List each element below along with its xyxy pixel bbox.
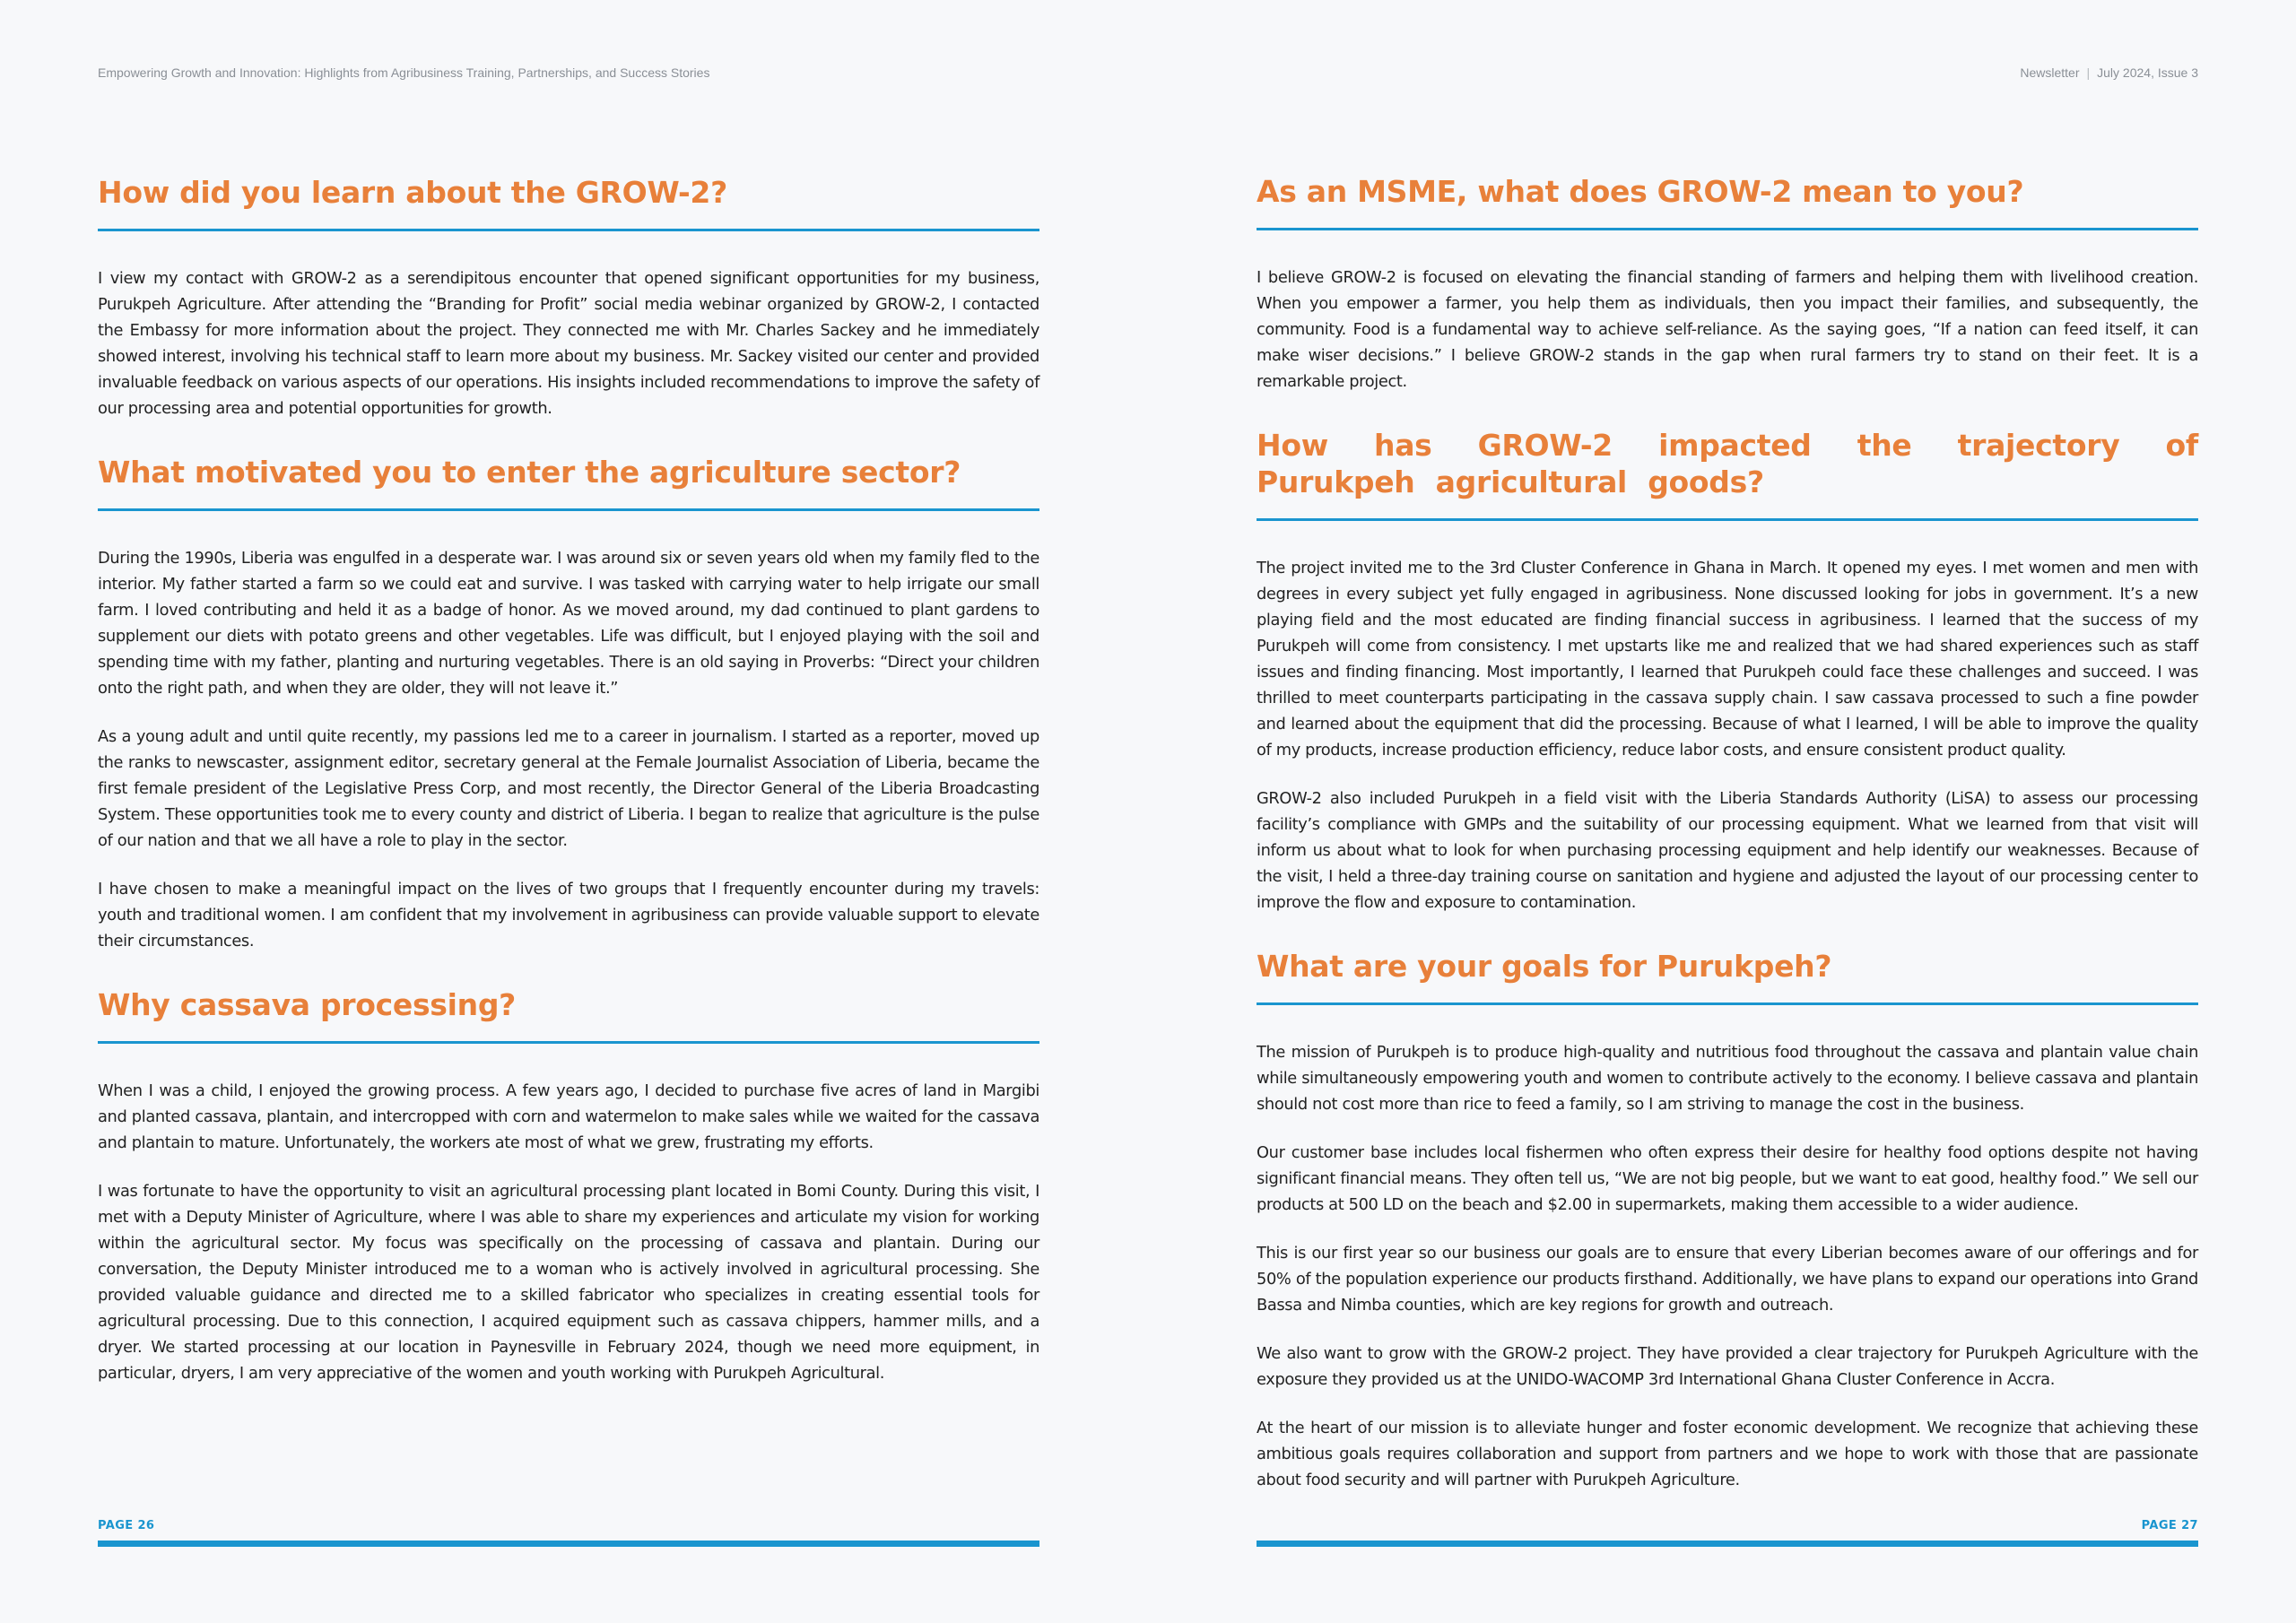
section-heading: As an MSME, what does GROW-2 mean to you? xyxy=(1257,173,2198,230)
paragraph: I was fortunate to have the opportunity to visit an agricultural processing plant located in Bomi County. During this visit, I met with a Deputy Minister of Agriculture, where I was able to share my experiences and articulate my vision for working within the agricultural sector. My focus was specifically on the processing of cassava and plantain. During our conversation, the Deputy Minister introduced me to a woman who is actively involved in agricultural processing. She provided valuable guidance and directed me to a skilled fabricator who specializes in creating essential tools for agricultural processing. Due to this connection, I acquired equipment such as cassava chippers, hammer mills, and a dryer. We started processing at our location in Paynesville in February 2024, though we need more equipment, in particular, dryers, I am very appreciative of the women and youth working with Purukpeh Agricultural. xyxy=(98,1182,1039,1383)
running-header-issue xyxy=(1257,65,2198,80)
header-separator: | xyxy=(2086,65,2091,80)
paragraph: I have chosen to make a meaningful impact on the lives of two groups that I frequently encounter during my travels: youth and traditional women. I am confident that my involvement in agribusiness can provide valuable support to elevate their circumstances. xyxy=(98,880,1039,950)
paragraph: This is our first year so our business our goals are to ensure that every Liberian becomes aware of our offerings and for 50% of the population experience our products firsthand. Additionally, we have plans to expand our operations into Grand Bassa and Nimba counties, which are key regions for growth and outreach. xyxy=(1257,1244,2198,1315)
paragraph: GROW-2 also included Purukpeh in a field visit with the Liberia Standards Authority (LiSA) to assess our processing facility’s compliance with GMPs and the suitability of our processing equipment. What we learned from that visit will inform us about what to look for when purchasing processing equipment and help identify our weaknesses. Because of the visit, I held a three-day training course on sanitation and hygiene and adjusted the layout of our processing center to improve the flow and exposure to contamination. xyxy=(1257,789,2198,912)
paragraph: I view my contact with GROW-2 as a serendipitous encounter that opened significant opportunities for my business, Purukpeh Agriculture. After attending the “Branding for Profit” social media webinar organized by GROW-2, I contacted the Embassy for more information about the project. They connected me with Mr. Charles Sackey and he immediately showed interest, involving his technical staff to learn more about my business. Mr. Sackey visited our center and provided invaluable feedback on various aspects of our operations. His insights included recommendations to improve the safety of our processing area and potential opportunities for growth. xyxy=(98,269,1039,418)
section-msme-meaning xyxy=(1257,173,2198,395)
section-trajectory xyxy=(1257,427,2198,916)
paragraph: During the 1990s, Liberia was engulfed in a desperate war. I was around six or seven years old when my family fled to the interior. My father started a farm so we could eat and survive. I was tasked with carrying water to help irrigate our small farm. I loved contributing and held it as a badge of honor. As we moved around, my dad continued to plant gardens to supplement our diets with potato greens and other vegetables. Life was difficult, but I enjoyed playing with the soil and spending time with my father, planting and nurturing vegetables. There is an old saying in Proverbs: “Direct your children onto the right path, and when they are older, they will not leave it.” xyxy=(98,549,1039,698)
paragraph: The mission of Purukpeh is to produce high-quality and nutritious food throughout the cassava and plantain value chain while simultaneously empowering youth and women to contribute actively to the economy. I believe cassava and plantain should not cost more than rice to feed a family, so I am striving to manage the cost in the business. xyxy=(1257,1043,2198,1114)
newsletter-label: Newsletter xyxy=(2020,65,2080,80)
paragraph: Our customer base includes local fishermen who often express their desire for healthy food options despite not having significant financial means. They often tell us, “We are not big people, but we want to eat good, healthy food.” We sell our products at 500 LD on the beach and $2.00 in supermarkets, making them accessible to a wider audience. xyxy=(1257,1143,2198,1214)
section-how-learned xyxy=(98,174,1039,421)
section-heading: What are your goals for Purukpeh? xyxy=(1257,948,2198,1005)
page-number: PAGE 26 xyxy=(98,1519,155,1532)
footer-rule xyxy=(98,1541,1039,1547)
footer-rule xyxy=(1257,1541,2198,1547)
section-motivation xyxy=(98,454,1039,954)
paragraph: The project invited me to the 3rd Cluster Conference in Ghana in March. It opened my eyes. I met women and men with degrees in every subject yet fully engaged in agribusiness. None discussed looking for jobs in government. It’s a new playing field and the most educated are finding financial success in agribusiness. I learned that the success of my Purukpeh will come from consistency. I met upstarts like me and realized that we had shared experiences such as staff issues and finding financing. Most importantly, I learned that Purukpeh could face these challenges and succeed. I was thrilled to meet counterparts participating in the cassava supply chain. I saw cassava processed to such a fine powder and learned about the equipment that did the processing. Because of what I learned, I will be able to improve the quality of my products, increase production efficiency, reduce labor costs, and ensure consistent product quality. xyxy=(1257,559,2198,759)
left-page-content xyxy=(98,174,1039,1419)
paragraph: When I was a child, I enjoyed the growing process. A few years ago, I decided to purchase five acres of land in Margibi and planted cassava, plantain, and intercropped with corn and watermelon to make sales while we waited for the cassava and plantain to mature. Unfortunately, the workers ate most of what we grew, frustrating my efforts. xyxy=(98,1081,1039,1152)
section-why-cassava xyxy=(98,986,1039,1386)
running-header-title: Empowering Growth and Innovation: Highlights from Agribusiness Training, Partnerships, and Success Stories xyxy=(98,65,710,80)
section-heading: Why cassava processing? xyxy=(98,986,1039,1044)
section-goals xyxy=(1257,948,2198,1493)
page-number: PAGE 27 xyxy=(2141,1519,2198,1532)
paragraph: I believe GROW-2 is focused on elevating the financial standing of farmers and helping them with livelihood creation. When you empower a farmer, you help them as individuals, then you impact their families, and subsequently, the community. Food is a fundamental way to achieve self-reliance. As the saying goes, “If a nation can feed itself, it can make wiser decisions.” I believe GROW-2 stands in the gap when rural farmers try to stand on their feet. It is a remarkable project. xyxy=(1257,268,2198,391)
right-page-content xyxy=(1257,173,2198,1525)
section-heading: What motivated you to enter the agriculture sector? xyxy=(98,454,1039,511)
right-page xyxy=(1257,0,2198,1623)
paragraph: As a young adult and until quite recently, my passions led me to a career in journalism. I started as a reporter, moved up the ranks to newscaster, assignment editor, secretary general at the Female Journalist Association of Liberia, became the first female president of the Legislative Press Corp, and most recently, the Director General of the Liberia Broadcasting System. These opportunities took me to every county and district of Liberia. I began to realize that agriculture is the pulse of our nation and that we all have a role to play in the sector. xyxy=(98,727,1039,850)
section-heading: How did you learn about the GROW-2? xyxy=(98,174,1039,231)
section-heading: How has GROW-2 impacted the trajectory of Purukpeh agricultural goods? xyxy=(1257,427,2198,521)
paragraph: At the heart of our mission is to alleviate hunger and foster economic development. We recognize that achieving these ambitious goals requires collaboration and support from partners and we hope to work with those that are passionate about food security and will partner with Purukpeh Agriculture. xyxy=(1257,1419,2198,1489)
left-page xyxy=(98,0,1039,1623)
paragraph: We also want to grow with the GROW-2 project. They have provided a clear trajectory for Purukpeh Agriculture with the exposure they provided us at the UNIDO-WACOMP 3rd International Ghana Cluster Conference in Accra. xyxy=(1257,1344,2198,1389)
issue-date: July 2024, Issue 3 xyxy=(2097,65,2198,80)
